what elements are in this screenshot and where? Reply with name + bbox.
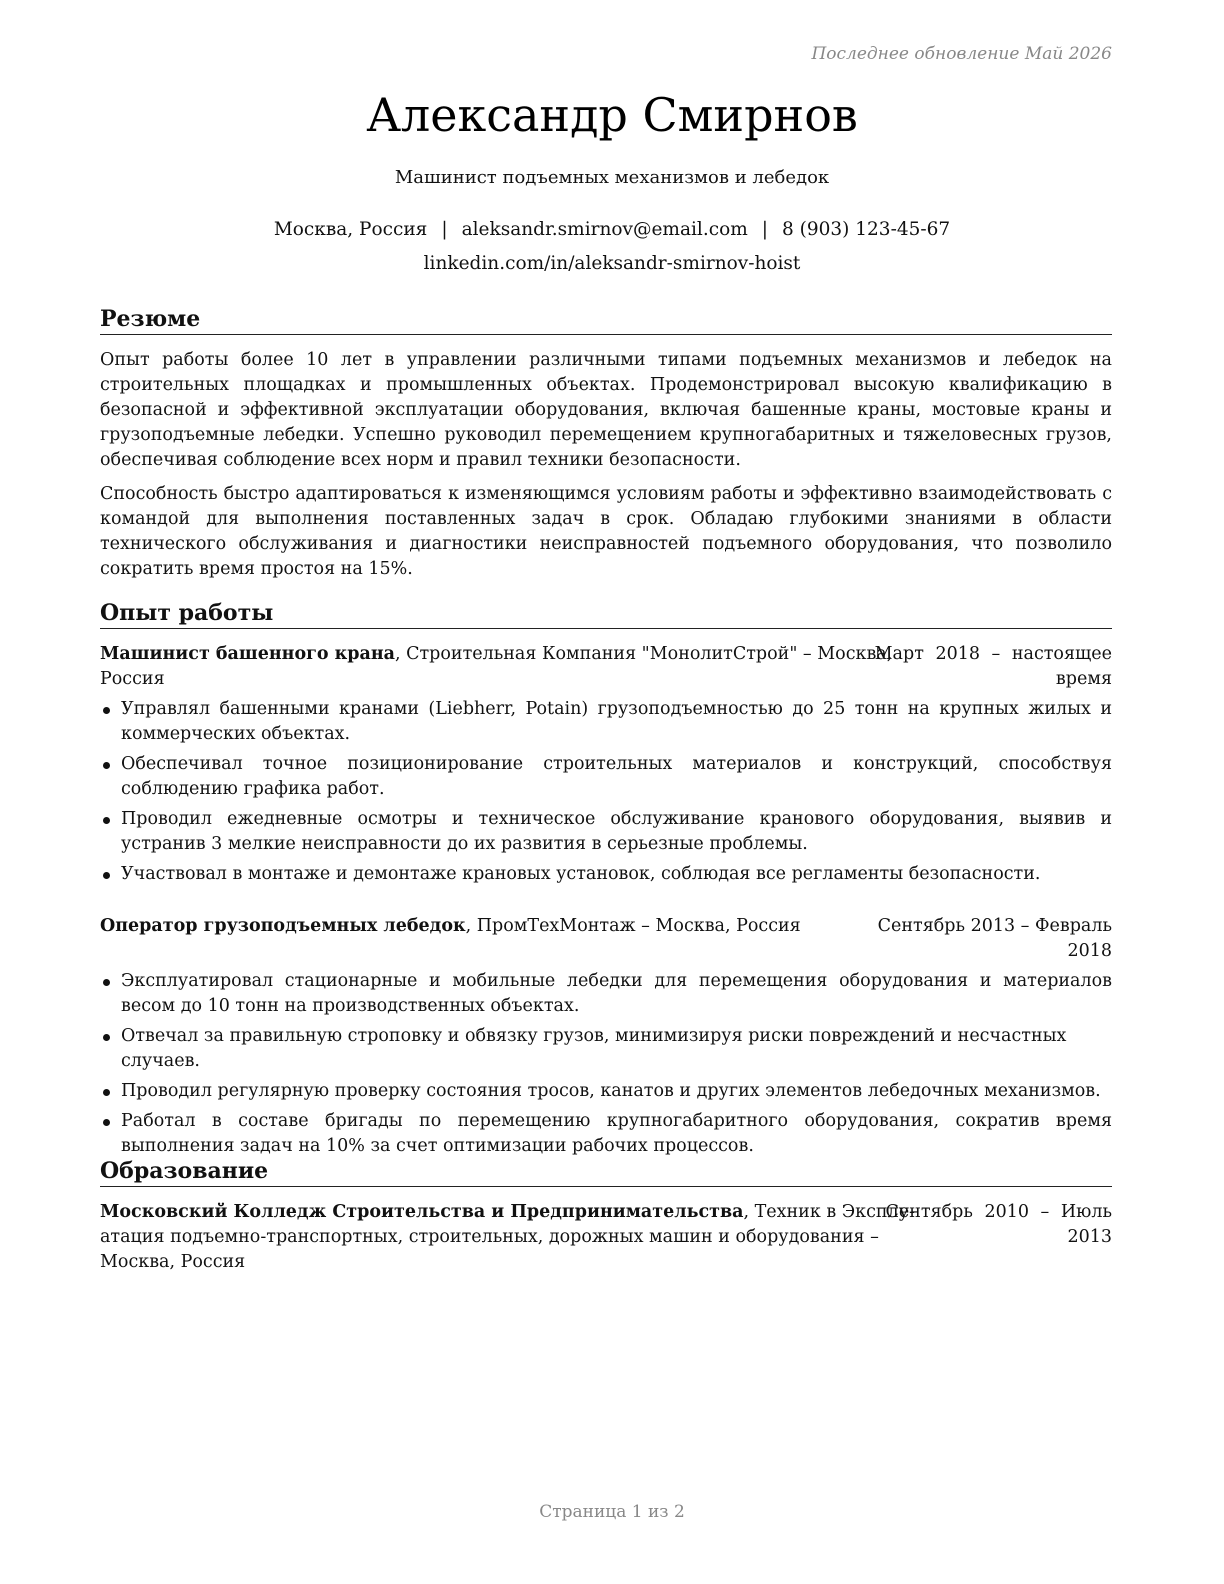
- list-item: Проводил регулярную проверку состояния тросов, канатов и других элементов лебедочных механизмов.: [100, 1079, 1116, 1104]
- job-company: , ПромТехМонтаж – Москва, Россия: [465, 916, 801, 936]
- summary-paragraph: Способность быстро адаптироваться к изменяющимся условиям работы и эффективно взаимодействовать с командой для выполнения поставленных задач в срок. Обладаю глубокими знаниями в области технического обслуживания и диагностики неисправностей подъемного оборудования, что позволило сократить время простоя на 15%.: [100, 484, 1112, 579]
- email-link[interactable]: aleksandr.smirnov@email.com: [461, 219, 748, 240]
- list-item: Отвечал за правильную строповку и обвязку грузов, минимизируя риски повреждений и несчастных случаев.: [100, 1024, 1116, 1074]
- location: Москва, Россия: [273, 219, 428, 240]
- summary-paragraph: Опыт работы более 10 лет в управлении различными типами подъемных механизмов и лебедок на строительных площадках и промышленных объектах. Продемонстрировал высокую квалификацию в безопасной и эффективной эксплуатации оборудования, включая башенные краны, мостовые краны и грузоподъемные лебедки. Успешно руководил перемещением крупногабаритных и тяжеловесных грузов, обеспечивая соблюдение всех норм и правил техники безопасности.: [100, 350, 1112, 470]
- last-updated: Последнее обновление Май 2026: [811, 44, 1112, 64]
- education-dates-line-2: 2013: [1067, 1227, 1112, 1247]
- job-company-line-2: Россия: [100, 669, 165, 689]
- job-role: Оператор грузоподъемных лебедок: [100, 916, 466, 936]
- list-item: Участвовал в монтаже и демонтаже крановых установок, соблюдая все регламенты безопасности.: [100, 862, 1112, 887]
- job-role: Машинист башенного крана: [100, 644, 395, 664]
- candidate-name: Александр Смирнов: [366, 88, 858, 142]
- list-item: Работал в составе бригады по перемещению крупногабаритного оборудования, сократив время выполнения задач на 10% за счет оптимизации рабочих процессов.: [100, 1109, 1112, 1159]
- contact-line: [0, 219, 1224, 240]
- section-title-experience: Опыт работы: [100, 599, 1112, 629]
- job-dates-line-2: 2018: [1067, 941, 1112, 961]
- job-company-line: [100, 914, 801, 939]
- separator: |: [761, 219, 768, 240]
- school-name: Московский Колледж Строительства и Предпринимательства: [100, 1202, 744, 1222]
- list-item: Эксплуатировал стационарные и мобильные лебедки для перемещения оборудования и материалов весом до 10 тонн на производственных объектах.: [100, 969, 1112, 1019]
- list-item: Проводил ежедневные осмотры и техническое обслуживание кранового оборудования, выявив и устранив 3 мелкие неисправности до их развития в серьезные проблемы.: [100, 807, 1112, 857]
- education-line-3: Москва, Россия: [100, 1252, 246, 1272]
- page-number: Страница 1 из 2: [539, 1502, 685, 1522]
- education-dates: Сентябрь 2010 – Июль: [885, 1202, 1112, 1222]
- job-company: , Строительная Компания "МонолитСтрой" – Москва,: [394, 644, 893, 664]
- degree: , Техник в Эксплу-: [743, 1202, 915, 1222]
- section-title-education: Образование: [100, 1157, 1112, 1187]
- job-bullets: [100, 697, 1112, 892]
- job-dates-line-2: время: [1055, 669, 1112, 689]
- list-item: Управлял башенными кранами (Liebherr, Potain) грузоподъемностью до 25 тонн на крупных жилых и коммерческих объектах.: [100, 697, 1112, 747]
- job-dates: Сентябрь 2013 – Февраль: [877, 916, 1112, 936]
- job-title: Машинист подъемных механизмов и лебедок: [394, 167, 830, 188]
- linkedin-link[interactable]: linkedin.com/in/aleksandr-smirnov-hoist: [423, 253, 801, 274]
- education-line-2: атация подъемно-транспортных, строительных, дорожных машин и оборудования –: [100, 1227, 879, 1247]
- job-company-line: [100, 642, 892, 667]
- job-dates: Март 2018 – настоящее: [874, 644, 1112, 664]
- education-line: [100, 1200, 915, 1225]
- phone: 8 (903) 123-45-67: [781, 219, 951, 240]
- list-item: Обеспечивал точное позиционирование строительных материалов и конструкций, способствуя соблюдению графика работ.: [100, 752, 1112, 802]
- job-bullets: [100, 969, 1116, 1164]
- section-title-summary: Резюме: [100, 305, 1112, 335]
- separator: |: [441, 219, 448, 240]
